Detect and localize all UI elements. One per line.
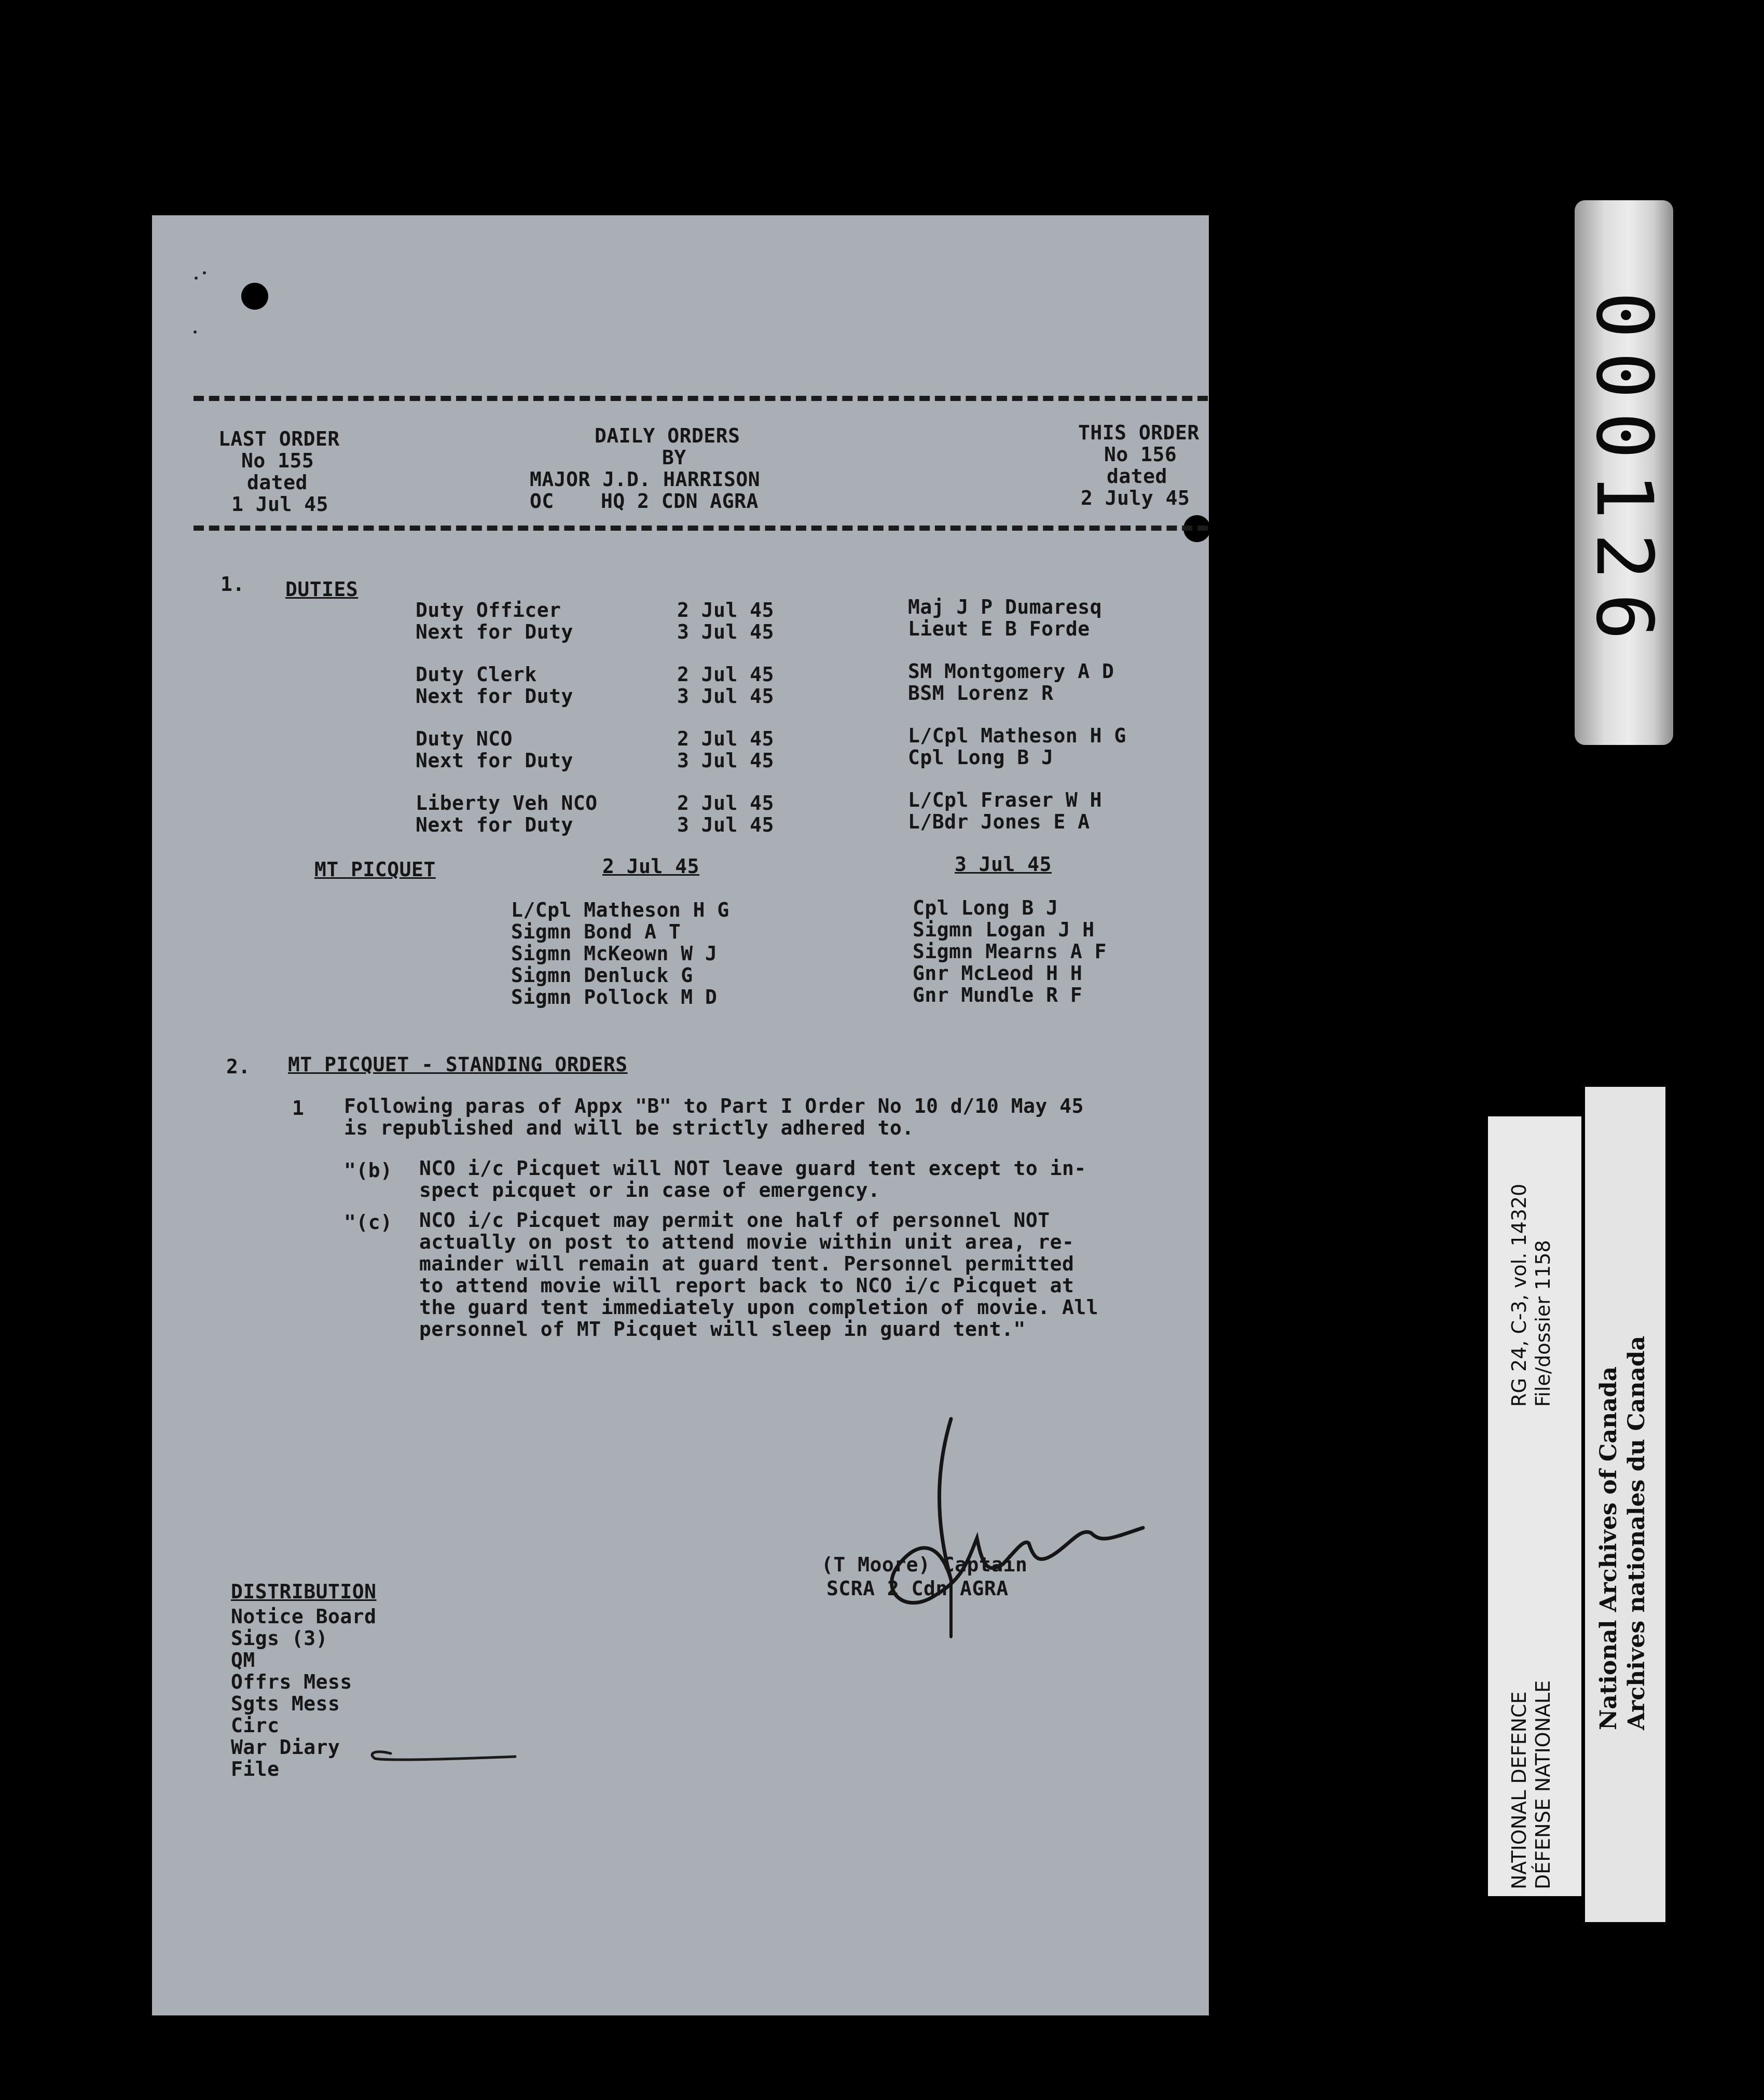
distribution-item: Sgts Mess [231, 1692, 340, 1715]
paper-speck [203, 271, 206, 274]
duty-role: Next for Duty [416, 813, 573, 836]
duty-name: L/Cpl Fraser W H [908, 789, 1102, 811]
last-order-label: LAST ORDER [218, 427, 340, 450]
paper-speck [194, 330, 197, 334]
this-order-number: No 156 [1104, 443, 1177, 466]
archive-dept-line-2: DÉFENSE NATIONALE [1532, 1680, 1554, 1889]
frame-number-stamp [1575, 200, 1673, 745]
distribution-title: DISTRIBUTION [231, 1580, 377, 1603]
archives-name-label [1585, 1087, 1665, 1922]
picquet-member: Cpl Long B J [913, 896, 1058, 919]
duty-role: Duty NCO [416, 727, 513, 750]
duty-date: 2 Jul 45 [677, 727, 775, 750]
duty-role: Next for Duty [416, 685, 573, 708]
signature-line-2: SCRA 2 Cdn AGRA [826, 1577, 1009, 1600]
header-title: DAILY ORDERS [595, 424, 740, 447]
punch-hole-top [241, 283, 268, 310]
header-authority: MAJOR J.D. HARRISON [530, 468, 761, 491]
picquet-member: Gnr Mundle R F [913, 984, 1083, 1006]
sub-para-b-label: "(b) [344, 1159, 393, 1182]
sub-para-c-line: actually on post to attend movie within unit area, re- [419, 1231, 1074, 1253]
duty-role: Liberty Veh NCO [416, 792, 598, 814]
sub-para-c-line: mainder will remain at guard tent. Personnel permitted [419, 1252, 1074, 1275]
sub-para-c-line: personnel of MT Picquet will sleep in guard tent." [419, 1318, 1026, 1341]
distribution-item: War Diary [231, 1736, 340, 1759]
picquet-member: Sigmn Logan J H [913, 918, 1095, 941]
duty-role: Duty Clerk [416, 663, 537, 686]
header-divider-top [194, 396, 1208, 401]
picquet-member: Sigmn Denluck G [511, 964, 693, 987]
duty-name: L/Cpl Matheson H G [908, 724, 1126, 747]
picquet-title: MT PICQUET [314, 858, 436, 881]
archives-name-en: National Archives of Canada [1595, 1366, 1622, 1730]
sub-para-c-label: "(c) [344, 1211, 393, 1234]
duty-date: 3 Jul 45 [677, 749, 775, 772]
duty-name: Lieut E B Forde [908, 617, 1090, 640]
duty-date: 3 Jul 45 [677, 685, 775, 708]
signature-line-1: (T Moore) Captain [821, 1553, 1028, 1576]
duty-date: 2 Jul 45 [677, 663, 775, 686]
distribution-item: QM [231, 1649, 255, 1671]
para-line: Following paras of Appx "B" to Part I Order No 10 d/10 May 45 [344, 1095, 1084, 1117]
sub-para-b-line: NCO i/c Picquet will NOT leave guard tent except to in- [419, 1157, 1086, 1180]
header-by: BY [662, 446, 686, 469]
paper-speck [195, 277, 198, 280]
duty-date: 3 Jul 45 [677, 813, 775, 836]
duty-date: 2 Jul 45 [677, 599, 775, 621]
duty-role: Duty Officer [416, 599, 561, 621]
sub-para-c-line: to attend movie will report back to NCO i/c Picquet at [419, 1274, 1074, 1297]
distribution-item: File [231, 1758, 280, 1780]
archive-ref-line-1: RG 24, C-3, vol. 14320 [1508, 1183, 1531, 1407]
section1-title: DUTIES [285, 578, 359, 601]
sub-para-c-line: the guard tent immediately upon completion of movie. All [419, 1296, 1099, 1319]
distribution-item: Notice Board [231, 1605, 377, 1628]
header-oc: OC [530, 490, 554, 513]
archive-reference-label [1488, 1116, 1581, 1896]
duty-date: 3 Jul 45 [677, 620, 775, 643]
archive-dept-line-1: NATIONAL DEFENCE [1508, 1691, 1531, 1889]
this-order-dated: dated [1107, 465, 1167, 488]
picquet-member: Sigmn Mearns A F [913, 940, 1107, 963]
duty-name: Cpl Long B J [908, 746, 1054, 769]
picquet-date-1: 2 Jul 45 [602, 855, 700, 878]
duty-role: Next for Duty [416, 749, 573, 772]
section2-title: MT PICQUET - STANDING ORDERS [288, 1053, 628, 1076]
picquet-member: Sigmn Bond A T [511, 920, 681, 943]
distribution-item: Sigs (3) [231, 1627, 328, 1650]
duty-name: Maj J P Dumaresq [908, 596, 1102, 618]
handwritten-arrow-mark [360, 1738, 526, 1769]
picquet-member: Gnr McLeod H H [913, 962, 1083, 985]
header-unit: HQ 2 CDN AGRA [601, 490, 759, 513]
header-divider-bottom [194, 526, 1208, 531]
distribution-item: Circ [231, 1714, 280, 1737]
section1-number: 1. [220, 573, 245, 596]
archives-name-fr: Archives nationales du Canada [1623, 1335, 1650, 1730]
distribution-item: Offrs Mess [231, 1670, 352, 1693]
duty-name: L/Bdr Jones E A [908, 810, 1090, 833]
sub-para-b-line: spect picquet or in case of emergency. [419, 1179, 880, 1201]
last-order-date: 1 Jul 45 [231, 493, 329, 516]
last-order-number: No 155 [241, 449, 314, 472]
para-number: 1 [292, 1097, 305, 1120]
this-order-label: THIS ORDER [1078, 421, 1200, 444]
picquet-member: Sigmn McKeown W J [511, 942, 718, 965]
document-page [152, 215, 1209, 2015]
last-order-dated: dated [247, 471, 308, 494]
picquet-member: L/Cpl Matheson H G [511, 899, 729, 921]
duty-name: SM Montgomery A D [908, 660, 1114, 683]
duty-name: BSM Lorenz R [908, 682, 1054, 704]
handwritten-signature [780, 1408, 1174, 1647]
duty-role: Next for Duty [416, 620, 573, 643]
this-order-date: 2 July 45 [1081, 487, 1190, 509]
duty-date: 2 Jul 45 [677, 792, 775, 814]
frame-number: 000126 [1579, 292, 1669, 654]
archive-ref-line-2: File/dossier 1158 [1532, 1240, 1554, 1407]
sub-para-c-line: NCO i/c Picquet may permit one half of personnel NOT [419, 1209, 1050, 1232]
picquet-member: Sigmn Pollock M D [511, 986, 718, 1008]
picquet-date-2: 3 Jul 45 [955, 853, 1052, 876]
para-line: is republished and will be strictly adhered to. [344, 1116, 914, 1139]
section2-number: 2. [226, 1055, 251, 1078]
